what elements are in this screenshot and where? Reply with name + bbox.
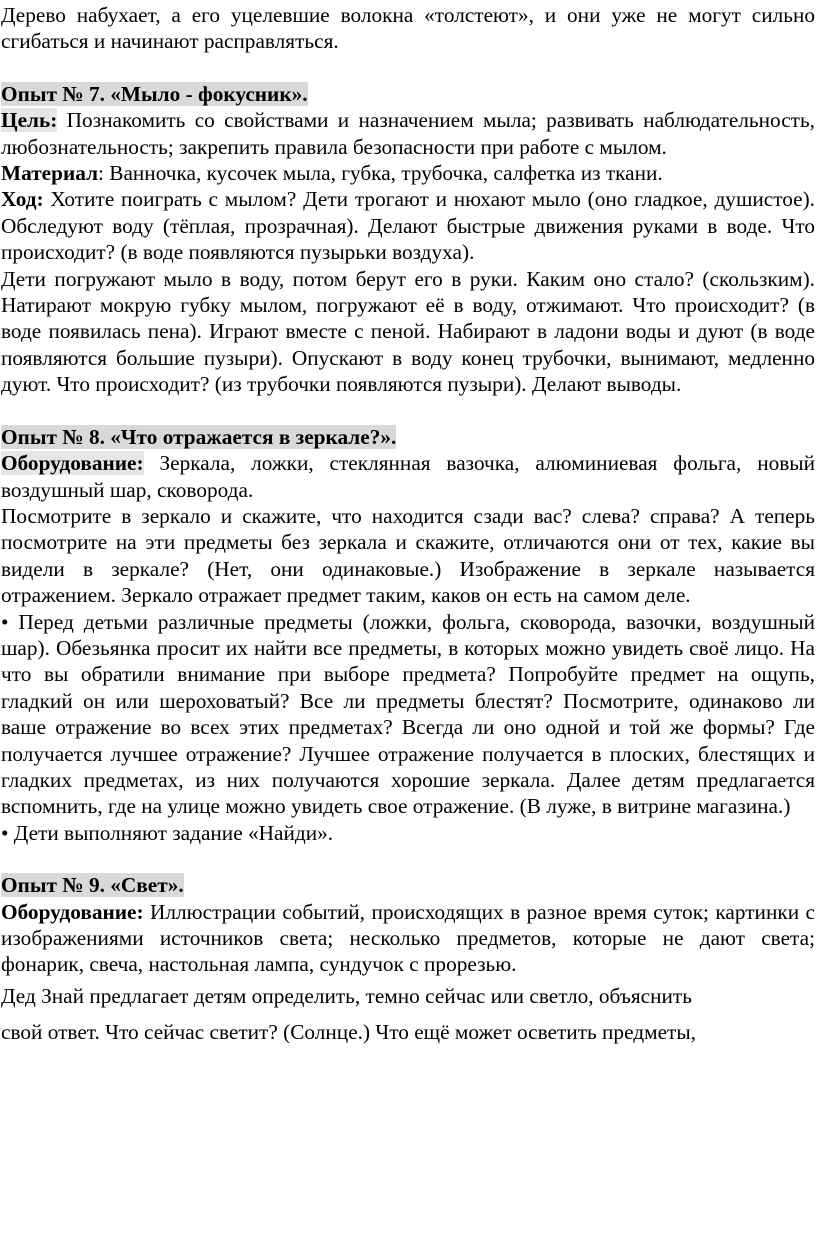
experiment-8-paragraph-1: Посмотрите в зеркало и скажите, что находится сзади вас? слева? справа? А теперь посмотрите на эти предметы без зеркала и скажите, отличаются они от тех, какие вы видели в зеркале? (Нет, они одинаковые.) Изображение в зеркале называется отражением. Зеркало отражает предмет таким, каков он есть на самом деле. (1, 503, 815, 608)
intro-paragraph: Дерево набухает, а его уцелевшие волокна «толстеют», и они уже не могут сильно сгибаться и начинают расправляться. (1, 3, 815, 54)
experiment-9-equipment (1, 899, 815, 978)
experiment-8-title-text: Опыт № 8. «Что отражается в зеркале?». (1, 424, 397, 449)
goal-label: Цель: (1, 108, 58, 133)
equipment-label: Оборудование: (1, 451, 144, 476)
experiment-9-line-1: Дед Знай предлагает детям определить, темно сейчас или светло, объяснить (1, 983, 692, 1008)
goal-text: Познакомить со свойствами и назначением мыла; развивать наблюдательность, любознательность; закрепить правила безопасности при работе с мылом. (1, 108, 815, 159)
spacer (1, 398, 815, 424)
equipment-text: Иллюстрации событий, происходящих в разное время суток; картинки с изображениями источников света; несколько предметов, которые не дают света; фонарик, свеча, настольная лампа, сундучок с прорезью. (1, 899, 815, 977)
experiment-8-paragraph-2: • Перед детьми различные предметы (ложки, фольга, сковорода, вазочки, воздушный шар). Обезьянка просит их найти все предметы, в которых можно увидеть своё лицо. На что вы обратили внимание при выборе предмета? Попробуйте предмет на ощупь, гладкий он или шероховатый? Все ли предметы блестят? Посмотрите, одинаково ли ваше отражение во всех этих предметах? Всегда ли оно одной и той же формы? Где получается лучшее отражение? Лучшее отражение получается в плоских, блестящих и гладких предметах, из них получаются хорошие зеркала. Далее детям предлагается вспомнить, где на улице можно увидеть свое отражение. (В луже, в витрине магазина.) (1, 609, 815, 819)
equipment-label: Оборудование: (1, 899, 144, 924)
process-label: Ход: (1, 187, 44, 212)
experiment-7-material (1, 160, 815, 186)
experiment-7-title-text: Опыт № 7. «Мыло - фокусник». (1, 81, 308, 106)
equipment-text: Зеркала, ложки, стеклянная вазочка, алюминиевая фольга, новый воздушный шар, сковорода. (1, 451, 815, 502)
material-label: Материал (1, 161, 99, 186)
experiment-8-paragraph-3: • Дети выполняют задание «Найди». (1, 820, 334, 845)
material-text: : Ванночка, кусочек мыла, губка, трубочка, салфетка из ткани. (98, 161, 663, 186)
spacer (1, 55, 815, 81)
experiment-9-line-2: свой ответ. Что сейчас светит? (Солнце.) Что ещё может осветить предметы, (1, 1019, 696, 1044)
experiment-7-paragraph-2: Дети погружают мыло в воду, потом берут его в руки. Каким оно стало? (скользким). Натирают мокрую губку мылом, погружают её в воду, отжимают. Что происходит? (в воде появилась пена). Играют вместе с пеной. Набирают в ладони воды и дуют (в воде появляются большие пузыри). Опускают в воду конец трубочки, вынимают, медленно дуют. Что происходит? (из трубочки появляются пузыри). Делают выводы. (1, 266, 815, 397)
experiment-9-title (1, 872, 815, 898)
experiment-7-goal (1, 107, 815, 160)
experiment-7-title (1, 81, 815, 107)
spacer (1, 846, 815, 872)
experiment-9-title-text: Опыт № 9. «Свет». (1, 873, 184, 898)
experiment-8-title (1, 424, 815, 450)
experiment-8-equipment (1, 450, 815, 503)
process-text: Хотите поиграть с мылом? Дети трогают и нюхают мыло (оно гладкое, душистое). Обследуют воду (тёплая, прозрачная). Делают быстрые движения руками в воде. Что происходит? (в воде появляются пузырьки воздуха). (1, 187, 815, 265)
experiment-7-process (1, 186, 815, 265)
